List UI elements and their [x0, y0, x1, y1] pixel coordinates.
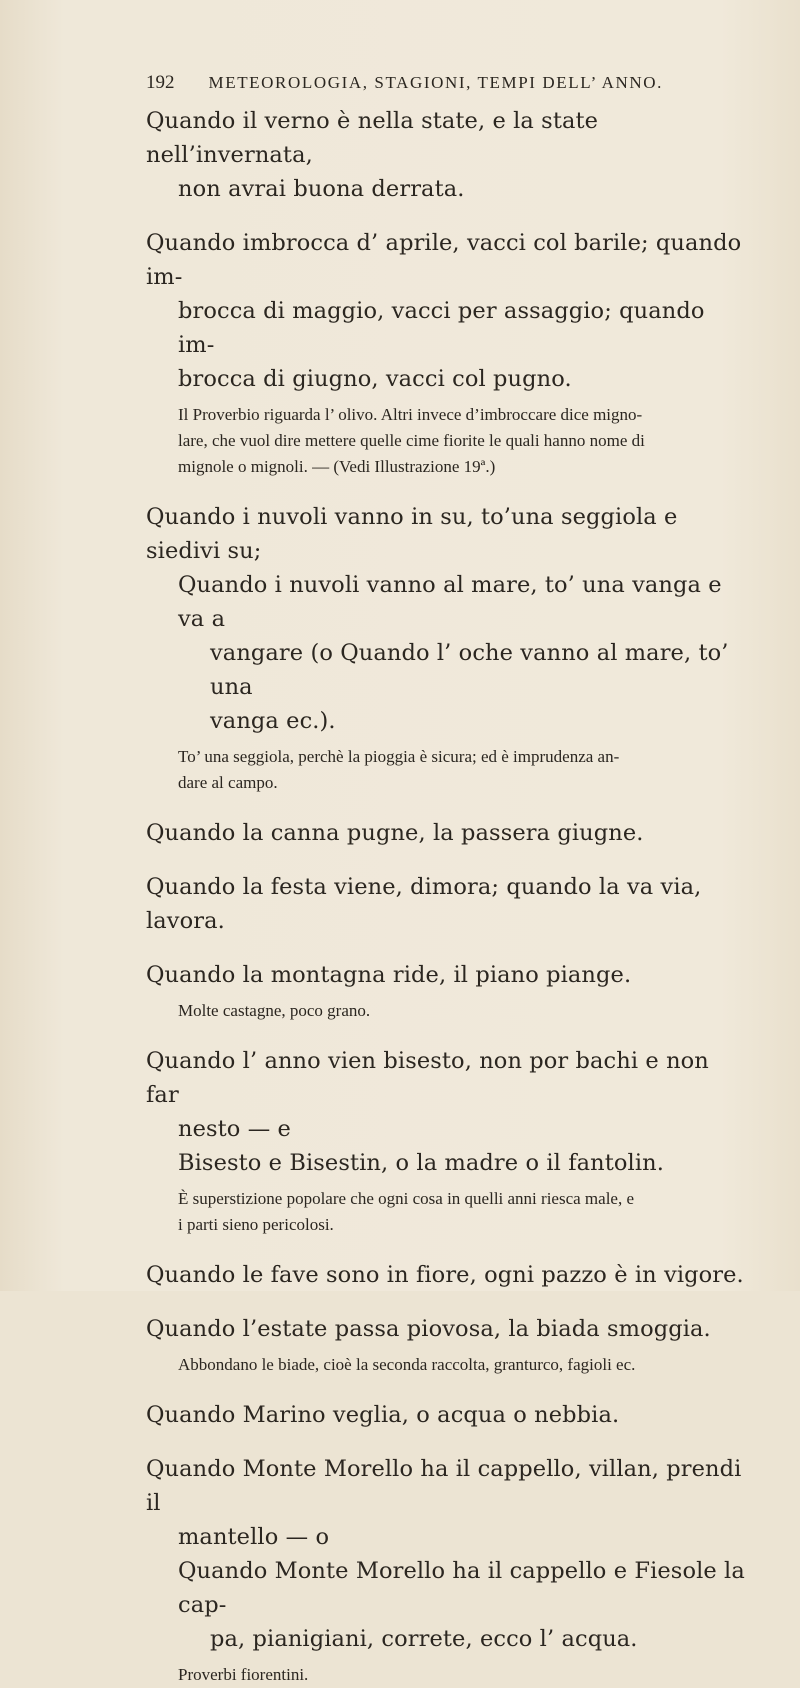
proverb-text	[146, 870, 746, 938]
proverb-line: Quando Monte Morello ha il cappello, villan, prendi il	[146, 1456, 742, 1516]
proverb-variant-line: Bisesto e Bisestin, o la madre o il fantolin.	[178, 1150, 664, 1176]
proverb-text	[146, 958, 746, 992]
proverb-list	[146, 104, 746, 1688]
proverb-text	[146, 1044, 746, 1146]
proverb-variant-line: Quando Monte Morello ha il cappello e Fiesole la cap-	[178, 1558, 745, 1618]
proverb-line: nesto — e	[178, 1116, 291, 1142]
proverb-variant-line: vanga ec.).	[210, 708, 336, 734]
proverb-entry	[146, 816, 746, 850]
proverb-entry	[146, 1452, 746, 1688]
proverb-line: Quando il verno è nella state, e la state nell’invernata,	[146, 108, 599, 168]
proverb-variant	[146, 1146, 746, 1180]
proverb-line: Quando l’ anno vien bisesto, non por bachi e non far	[146, 1048, 709, 1108]
proverb-entry	[146, 500, 746, 796]
proverb-note	[146, 402, 746, 480]
proverb-note	[146, 1662, 746, 1688]
proverb-line: mantello — o	[178, 1524, 330, 1550]
proverb-note	[146, 998, 746, 1024]
proverb-note-line: Il Proverbio riguarda l’ olivo. Altri invece d’imbroccare dice migno-	[178, 405, 643, 424]
proverb-line: Quando le fave sono in fiore, ogni pazzo è in vigore.	[146, 1262, 744, 1288]
proverb-note	[146, 1186, 746, 1238]
proverb-entry	[146, 870, 746, 938]
proverb-note-line: i parti sieno pericolosi.	[178, 1215, 334, 1234]
proverb-entry	[146, 1044, 746, 1238]
proverb-text	[146, 104, 746, 206]
proverb-line: Quando i nuvoli vanno in su, to’una seggiola e siedivi su;	[146, 504, 678, 564]
proverb-text	[146, 1258, 746, 1292]
proverb-note-line: dare al campo.	[178, 773, 278, 792]
proverb-entry	[146, 1258, 746, 1292]
running-header	[146, 72, 706, 94]
proverb-line: Quando imbrocca d’ aprile, vacci col barile; quando im-	[146, 230, 742, 290]
proverb-entry	[146, 104, 746, 206]
running-title: METEOROLOGIA, STAGIONI, TEMPI DELL’ ANNO.	[208, 73, 663, 92]
proverb-line: Quando la festa viene, dimora; quando la va via, lavora.	[146, 874, 702, 934]
proverb-note	[146, 1352, 746, 1378]
proverb-variant	[146, 1554, 746, 1656]
proverb-line: Quando la montagna ride, il piano piange.	[146, 962, 632, 988]
proverb-note-line: È superstizione popolare che ogni cosa in quelli anni riesca male, e	[178, 1189, 635, 1208]
proverb-text	[146, 226, 746, 396]
proverb-line: Quando la canna pugne, la passera giugne.	[146, 820, 644, 846]
page-number: 192	[146, 72, 175, 93]
proverb-entry	[146, 958, 746, 1024]
proverb-entry	[146, 1398, 746, 1432]
proverb-note	[146, 744, 746, 796]
proverb-line: brocca di maggio, vacci per assaggio; quando im-	[178, 298, 705, 358]
proverb-line: Quando l’estate passa piovosa, la biada smoggia.	[146, 1316, 711, 1342]
proverb-variant-line: pa, pianigiani, correte, ecco l’ acqua.	[210, 1626, 638, 1652]
proverb-entry	[146, 226, 746, 480]
proverb-note-line: lare, che vuol dire mettere quelle cime fiorite le quali hanno nome di	[178, 431, 645, 450]
proverb-text	[146, 1452, 746, 1554]
proverb-line: Quando Marino veglia, o acqua o nebbia.	[146, 1402, 620, 1428]
proverb-text	[146, 500, 746, 568]
proverb-text	[146, 1398, 746, 1432]
proverb-variant-line: vangare (o Quando l’ oche vanno al mare, to’ una	[210, 640, 729, 700]
proverb-note-line: mignole o mignoli. — (Vedi Illustrazione 19ª.)	[178, 457, 496, 476]
proverb-note-line: Molte castagne, poco grano.	[178, 1001, 371, 1020]
proverb-line: brocca di giugno, vacci col pugno.	[178, 366, 572, 392]
proverb-variant	[146, 568, 746, 738]
proverb-note-line: Abbondano le biade, cioè la seconda raccolta, granturco, fagioli ec.	[178, 1355, 636, 1374]
proverb-line: non avrai buona derrata.	[178, 176, 465, 202]
proverb-variant-line: Quando i nuvoli vanno al mare, to’ una vanga e va a	[178, 572, 722, 632]
proverb-entry	[146, 1312, 746, 1378]
proverb-text	[146, 816, 746, 850]
proverb-text	[146, 1312, 746, 1346]
proverb-note-line: Proverbi fiorentini.	[178, 1665, 309, 1684]
proverb-note-line: To’ una seggiola, perchè la pioggia è sicura; ed è imprudenza an-	[178, 747, 620, 766]
